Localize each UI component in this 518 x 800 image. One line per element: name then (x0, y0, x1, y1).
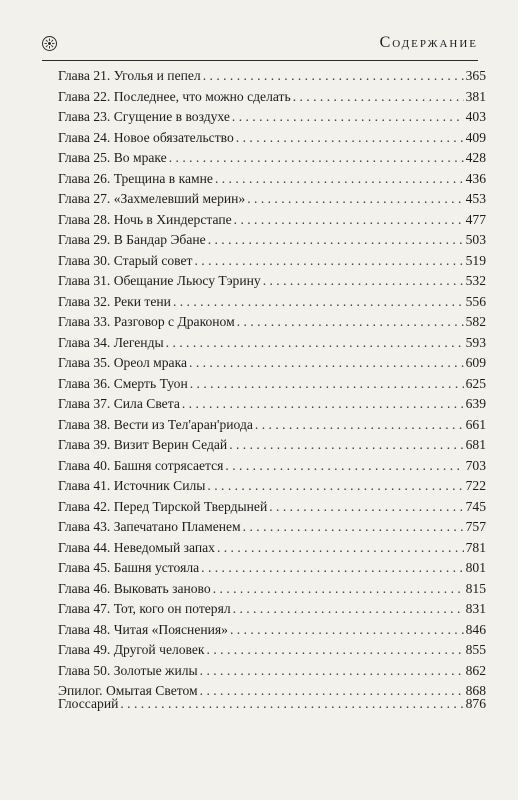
toc-entry[interactable] (58, 599, 486, 620)
entry-page: 722 (465, 478, 486, 493)
entry-page: 815 (465, 580, 486, 596)
page-header (42, 36, 478, 64)
toc-entry[interactable] (58, 210, 486, 231)
dot-leader (230, 620, 464, 641)
entry-page: 403 (465, 109, 486, 124)
entry-title: Глава 32. Реки тени (58, 293, 171, 309)
dot-leader (215, 169, 464, 190)
dot-leader (207, 640, 464, 661)
entry-title: Глава 38. Вести из Тел'аран'риода (58, 416, 253, 432)
dot-leader (190, 374, 464, 395)
dot-leader (208, 230, 464, 251)
dot-leader (236, 128, 464, 149)
toc-entry[interactable] (58, 415, 486, 436)
dot-leader (173, 292, 464, 313)
entry-title: Глава 43. Запечатано Пламенем (58, 519, 241, 534)
header-divider (42, 60, 478, 61)
entry-title: Глава 30. Старый совет (58, 252, 193, 268)
entry-title: Глава 47. Тот, кого он потерял (58, 601, 231, 616)
entry-title: Глава 23. Сгущение в воздухе (58, 109, 230, 124)
entry-title: Глава 45. Башня устояла (58, 560, 200, 575)
dot-leader (263, 271, 464, 292)
toc-entry-glossary[interactable] (58, 694, 486, 715)
dot-leader (207, 476, 463, 497)
toc-entry[interactable] (58, 128, 486, 149)
entry-page: 781 (465, 539, 486, 555)
toc-entry[interactable] (58, 435, 486, 456)
toc-entry[interactable] (58, 148, 486, 169)
toc-entry[interactable] (58, 251, 486, 272)
toc-entry[interactable] (58, 620, 486, 641)
entry-title: Глава 35. Ореол мрака (58, 355, 188, 370)
entry-page: 609 (465, 355, 486, 370)
entry-title: Глава 33. Разговор с Драконом (58, 314, 235, 329)
toc-entry[interactable] (58, 558, 486, 579)
dot-leader (229, 435, 463, 456)
toc-entry[interactable] (58, 66, 486, 87)
toc-entry[interactable] (58, 230, 486, 251)
entry-title: Глава 42. Перед Тирской Твердыней (58, 498, 268, 514)
entry-page: 477 (465, 211, 486, 227)
entry-title: Глава 36. Смерть Туон (58, 375, 188, 391)
entry-page: 801 (465, 560, 486, 575)
entry-page: 365 (465, 68, 486, 83)
entry-title: Глава 25. Во мраке (58, 150, 167, 165)
entry-page: 409 (465, 129, 486, 145)
entry-page: 846 (465, 621, 486, 637)
entry-title: Глава 34. Легенды (58, 334, 164, 350)
dot-leader (213, 579, 464, 600)
entry-page: 556 (465, 293, 486, 309)
entry-title: Глава 41. Источник Силы (58, 478, 206, 493)
entry-title: Глава 27. «Захмелевший мерин» (58, 191, 246, 206)
entry-title: Глава 46. Выковать заново (58, 580, 211, 596)
dot-leader (293, 87, 464, 108)
toc-entry[interactable] (58, 640, 486, 661)
toc-entry[interactable] (58, 394, 486, 415)
dot-leader (195, 251, 464, 272)
toc-entry[interactable] (58, 517, 486, 538)
toc-entry[interactable] (58, 538, 486, 559)
entry-title: Эпилог. Омытая Светом (58, 683, 198, 698)
entry-title: Глава 24. Новое обязательство (58, 129, 234, 145)
entry-title: Глава 50. Золотые жилы (58, 662, 198, 678)
entry-page: 831 (465, 601, 486, 616)
entry-page: 582 (465, 314, 486, 329)
entry-title: Глава 48. Читая «Пояснения» (58, 621, 228, 637)
entry-page: 639 (465, 396, 486, 411)
entry-title: Глава 21. Уголья и пепел (58, 68, 201, 83)
dot-leader (269, 497, 463, 518)
dot-leader (166, 333, 464, 354)
dot-leader (234, 210, 464, 231)
page-title: Содержание (379, 34, 478, 51)
dot-leader (203, 66, 464, 87)
entry-title: Глава 44. Неведомый запах (58, 539, 215, 555)
entry-page: 428 (465, 150, 486, 165)
entry-title: Глава 37. Сила Света (58, 396, 180, 411)
dot-leader (255, 415, 464, 436)
entry-page: 593 (465, 334, 486, 350)
entry-title: Глава 39. Визит Верин Седай (58, 437, 228, 452)
toc-entry[interactable] (58, 497, 486, 518)
ornament-icon (42, 36, 57, 51)
dot-leader (189, 353, 464, 374)
entry-page: 876 (465, 696, 486, 711)
entry-page: 757 (465, 519, 486, 534)
entry-page: 745 (465, 498, 486, 514)
entry-page: 862 (465, 662, 486, 678)
toc-entry[interactable] (58, 107, 486, 128)
toc-entry[interactable] (58, 271, 486, 292)
toc-entry[interactable] (58, 333, 486, 354)
entry-page: 703 (465, 457, 486, 473)
entry-page: 855 (465, 642, 486, 657)
dot-leader (201, 558, 463, 579)
entry-page: 681 (465, 437, 486, 452)
entry-page: 503 (465, 232, 486, 247)
entry-title: Глава 29. В Бандар Эбане (58, 232, 206, 247)
toc-entry[interactable] (58, 353, 486, 374)
entry-title: Глава 28. Ночь в Хиндерстапе (58, 211, 232, 227)
dot-leader (233, 599, 464, 620)
dot-leader (243, 517, 464, 538)
entry-title: Глава 22. Последнее, что можно сделать (58, 88, 291, 104)
entry-page: 519 (465, 252, 486, 268)
toc-entry[interactable] (58, 456, 486, 477)
entry-title: Глоссарий (58, 696, 119, 711)
entry-title: Глава 40. Башня сотрясается (58, 457, 224, 473)
toc-entry[interactable] (58, 374, 486, 395)
entry-page: 625 (465, 375, 486, 391)
dot-leader (182, 394, 464, 415)
table-of-contents (58, 66, 486, 702)
toc-entry[interactable] (58, 292, 486, 313)
toc-entry[interactable] (58, 661, 486, 682)
back-matter (58, 694, 486, 715)
entry-page: 436 (465, 170, 486, 186)
dot-leader (217, 538, 464, 559)
entry-page: 532 (465, 273, 486, 288)
toc-entry[interactable] (58, 189, 486, 210)
dot-leader (237, 312, 464, 333)
entry-title: Глава 31. Обещание Льюсу Тэрину (58, 273, 261, 288)
toc-entry[interactable] (58, 169, 486, 190)
dot-leader (169, 148, 464, 169)
dot-leader (247, 189, 463, 210)
toc-entry[interactable] (58, 476, 486, 497)
entry-page: 661 (465, 416, 486, 432)
toc-entry[interactable] (58, 87, 486, 108)
entry-page: 453 (465, 191, 486, 206)
toc-entry[interactable] (58, 579, 486, 600)
entry-page: 868 (465, 683, 486, 698)
dot-leader (120, 694, 463, 715)
dot-leader (200, 661, 464, 682)
dot-leader (232, 107, 464, 128)
entry-title: Глава 49. Другой человек (58, 642, 205, 657)
toc-entry[interactable] (58, 312, 486, 333)
entry-page: 381 (465, 88, 486, 104)
dot-leader (225, 456, 463, 477)
entry-title: Глава 26. Трещина в камне (58, 170, 213, 186)
